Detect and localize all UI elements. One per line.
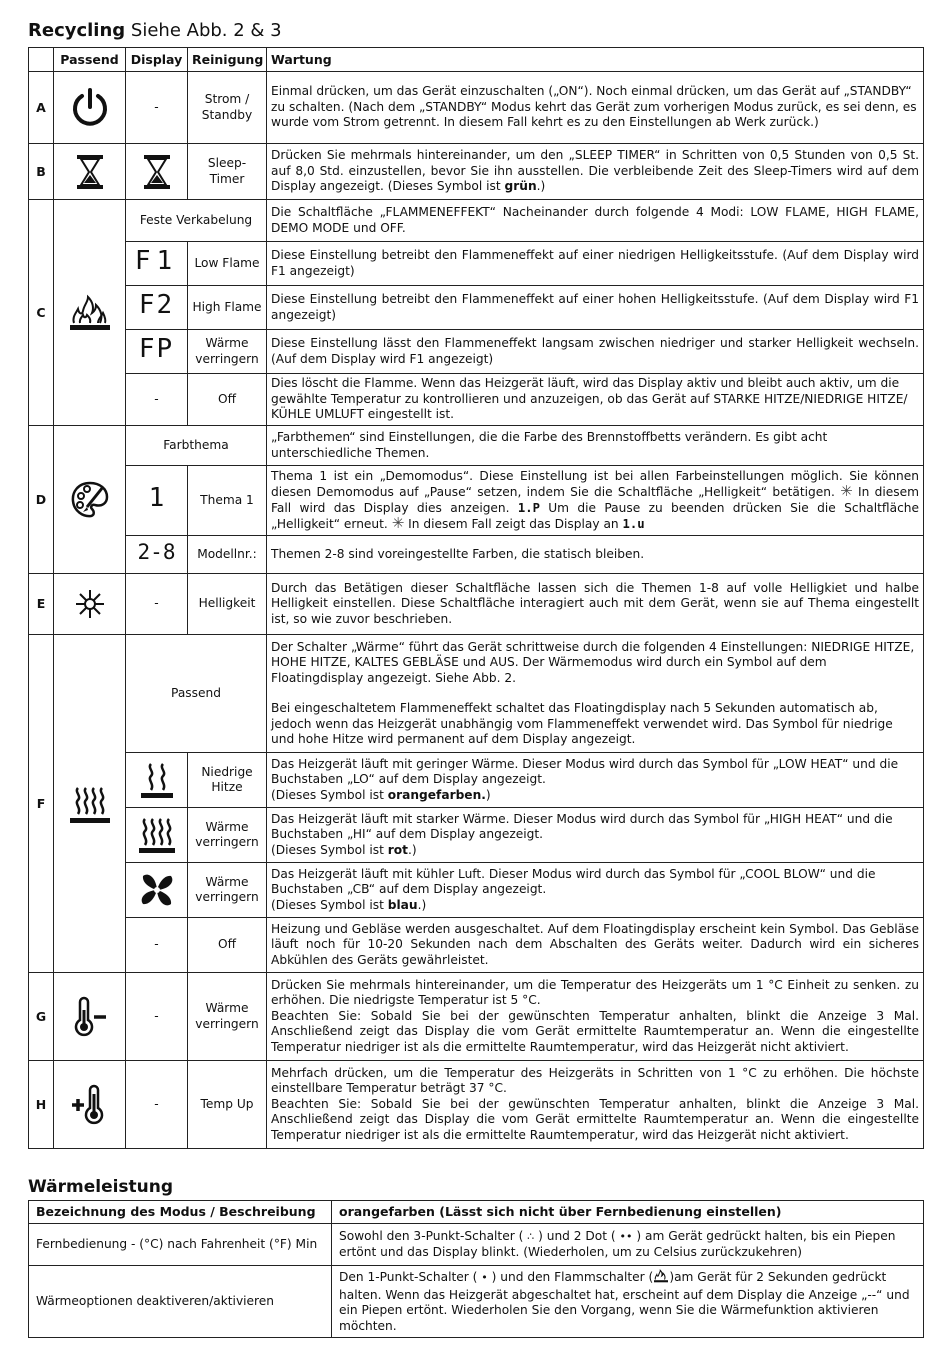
- display-pause: 1.P: [517, 500, 540, 515]
- row-letter: B: [29, 144, 54, 200]
- temp-down-icon: [54, 973, 126, 1061]
- display-value: -: [126, 973, 188, 1061]
- text: Thema 1 ist ein „Demomodus“. Diese Einstellung ist bei allen Farbeinstellungen möglich. Sie können diesen Demomodus auf „Pause“ setzen, indem Sie die Schaltfläche „Helligkeit“ betätigen.: [271, 468, 919, 499]
- row-g: [29, 973, 924, 1061]
- text: Beachten Sie: Sobald Sie bei der gewünschten Temperatur anhalten, blinkt die Anzeige 3 Mal. Anschließend zeigt das Display die vom Gerät ermittelte Raumtemperatur an. Wenn die eingestellte Temperatur niedriger ist als die ermittelte Raumtemperatur, wird das Heizgerät nicht aktiviert.: [271, 1096, 919, 1142]
- row-text: [332, 1266, 924, 1338]
- title-bold: Recycling: [28, 20, 126, 41]
- sub-label: Farbthema: [126, 426, 267, 466]
- text-end: .): [536, 179, 546, 194]
- reinigung-value: Wärme verringern: [188, 973, 267, 1061]
- section-title: Wärmeleistung: [28, 1177, 174, 1197]
- display-2-8: [126, 536, 188, 574]
- one-dot-icon: •: [481, 1271, 488, 1284]
- power-icon: [54, 72, 126, 144]
- text: Das Heizgerät läuft mit starker Wärme. Dieser Modus wird durch das Symbol für „HIGH HEAT“ und die Buchstaben „HI“ auf dem Display angezeigt.: [271, 811, 893, 842]
- text: ) und den Flammschalter (: [487, 1270, 654, 1284]
- text: Sowohl den 3-Punkt-Schalter (: [339, 1229, 528, 1243]
- header-orange: orangefarben (Lässt sich nicht über Fernbedienung einstellen): [332, 1201, 924, 1224]
- segment-display-text: 2-8: [137, 540, 176, 565]
- paragraph: Bei eingeschaltetem Flammeneffekt schaltet das Floatingdisplay nach 5 Sekunden automatisch ab, jedoch wenn das Heizgerät unabhängig vom Flammeneffekt verwendet wird. Das Symbol für niedrige und hohe Hitze wird permanent auf dem Display angezeigt.: [271, 701, 893, 746]
- text-end: .): [417, 897, 427, 912]
- temp-up-icon: [54, 1061, 126, 1149]
- flame-icon: [653, 1269, 669, 1288]
- reinigung-value: Modellnr.:: [188, 536, 267, 574]
- text-end: .): [407, 842, 417, 857]
- wartung-text: Diese Einstellung betreibt den Flammeneffekt auf einer niedrigen Helligkeitsstufe. (Auf dem Display wird F1 angezeigt): [267, 242, 924, 286]
- header-wartung: Wartung: [267, 48, 924, 72]
- page-title: [28, 20, 282, 41]
- row-letter: G: [29, 973, 54, 1061]
- row-c-5: [29, 374, 924, 426]
- wartung-text: [267, 635, 924, 753]
- row-d-2: [29, 466, 924, 536]
- row-waermeoptionen: [29, 1266, 924, 1338]
- reinigung-value: Wärme verringern: [188, 808, 267, 863]
- reinigung-value: Thema 1: [188, 466, 267, 536]
- bold-text: rot: [387, 842, 408, 857]
- paragraph: Der Schalter „Wärme“ führt das Gerät schrittweise durch die folgenden 4 Einstellungen: NIEDRIGE HITZE, HOHE HITZE, KALTES GEBLÄSE und AUS. Der Wärmemodus wird durch ein Symbol auf dem Floatingdisplay angezeigt. Siehe Abb. 2.: [271, 639, 915, 685]
- header-reinigung: Reinigung: [188, 48, 267, 72]
- header-passend: Passend: [54, 48, 126, 72]
- reinigung-value: Temp Up: [188, 1061, 267, 1149]
- hourglass-icon: [126, 144, 188, 200]
- segment-display-text: 1: [148, 482, 165, 513]
- row-label: Wärmeoptionen deaktiveren/aktivieren: [29, 1266, 332, 1338]
- text: )am Gerät für 2 Sekunden gedrückt halten. Wenn das Heizgerät abgeschaltet hat, erscheint auf dem Display die Anzeige „--“ und ein Piepen ertönt. Wiederholen Sie den Vorgang, wenn Sie die Wärmefunktion aktivieren möchten.: [339, 1270, 910, 1333]
- two-dot-icon: ••: [619, 1230, 633, 1243]
- row-f-5: [29, 918, 924, 973]
- bold-text: orangefarben.: [387, 787, 486, 802]
- row-letter: H: [29, 1061, 54, 1149]
- wartung-text: Durch das Betätigen dieser Schaltfläche lassen sich die Themen 1-8 auf volle Helligkiet und halbe Helligkeit einstellen. Diese Schaltfläche interagiert auch mit dem Gerät, wenn sie auf Thema eingestellt ist, so wie zuvor beschrieben.: [267, 574, 924, 635]
- wartung-text: [267, 973, 924, 1061]
- reinigung-value: Wärme verringern: [188, 330, 267, 374]
- row-a: [29, 72, 924, 144]
- row-c-1: [29, 200, 924, 242]
- reinigung-value: Wärme verringern: [188, 863, 267, 918]
- flame-icon: [54, 200, 126, 426]
- row-letter: F: [29, 635, 54, 973]
- text: In diesem Fall wird das Display dies anzeigen.: [271, 485, 919, 515]
- row-c-4: [29, 330, 924, 374]
- wartung-text: Heizung und Gebläse werden ausgeschaltet. Auf dem Floatingdisplay erscheint kein Symbol. Das Gebläse läuft noch für 10-20 Sekunden nach dem Abschalten des Geräts weiter. Dadurch wird ein sicheres Abkühlen des Geräts gewährleistet.: [267, 918, 924, 973]
- palette-icon: [54, 426, 126, 574]
- wartung-text: Diese Einstellung lässt den Flammeneffekt langsam zwischen niedriger und starker Helligkeit wechseln. (Auf dem Display wird F1 angezeigt): [267, 330, 924, 374]
- reinigung-value: Niedrige Hitze: [188, 753, 267, 808]
- header-blank: [29, 48, 54, 72]
- wartung-text: Diese Einstellung betreibt den Flammeneffekt auf einer hohen Helligkeitsstufe. (Auf dem Display wird F1 angezeigt): [267, 286, 924, 330]
- fan-icon: [126, 863, 188, 918]
- display-1: [126, 466, 188, 536]
- display-value: -: [126, 574, 188, 635]
- header-mode: Bezeichnung des Modus / Beschreibung: [29, 1201, 332, 1224]
- row-d-1: [29, 426, 924, 466]
- wartung-text: [267, 466, 924, 536]
- hourglass-icon: [54, 144, 126, 200]
- row-label: Fernbedienung - (°C) nach Fahrenheit (°F) Min: [29, 1224, 332, 1266]
- waermeleistung-table: [28, 1200, 924, 1338]
- text: Um die Pause zu beenden drücken Sie die Schaltfläche „Helligkeit“ erneut.: [271, 500, 919, 531]
- row-h: [29, 1061, 924, 1149]
- wartung-text: [267, 808, 924, 863]
- text: Mehrfach drücken, um die Temperatur des Heizgeräts in Schritten von 1 °C zu erhöhen. Die höchste einstellbare Temperatur beträgt 37 °C.: [271, 1065, 919, 1096]
- reinigung-value: Off: [188, 374, 267, 426]
- segment-display-text: F2: [138, 289, 175, 320]
- bold-text: blau: [387, 897, 418, 912]
- wartung-text: [267, 753, 924, 808]
- row-f-2: [29, 753, 924, 808]
- reinigung-value: Helligkeit: [188, 574, 267, 635]
- text: (Dieses Symbol ist: [271, 897, 388, 912]
- display-fp: [126, 330, 188, 374]
- header-row: [29, 1201, 924, 1224]
- wartung-text: [267, 1061, 924, 1149]
- text: ) am Gerät gedrückt halten, bis ein Piepen ertönt und das Display blinkt. (Wiederholen, um zu Celsius zurückzukehren): [339, 1229, 896, 1259]
- reinigung-value: Low Flame: [188, 242, 267, 286]
- text: Das Heizgerät läuft mit kühler Luft. Dieser Modus wird durch das Symbol für „COOL BLOW“ und die Buchstaben „CB“ auf dem Display angezeigt.: [271, 866, 876, 897]
- text: Den 1-Punkt-Schalter (: [339, 1270, 482, 1284]
- wartung-text: [267, 863, 924, 918]
- wartung-text: Themen 2-8 sind voreingestellte Farben, die statisch bleiben.: [267, 536, 924, 574]
- text-end: ): [485, 787, 491, 802]
- display-value: -: [126, 1061, 188, 1149]
- text: (Dieses Symbol ist: [271, 787, 388, 802]
- wartung-text: Einmal drücken, um das Gerät einzuschalten („ON“). Noch einmal drücken, um das Gerät auf „STANDBY“ zu schalten. (Nach dem „STANDBY“ Modus kehrt das Gerät zum vorherigen Modus zurück, es sei denn, es wurde vom Strom getrennt. In diesem Fall kehrt es zu den Einstellungen ab Werk zurück.): [267, 72, 924, 144]
- bold-text: grün: [504, 179, 537, 194]
- row-fahrenheit: [29, 1224, 924, 1266]
- display-f2: [126, 286, 188, 330]
- row-c-3: [29, 286, 924, 330]
- row-f-4: [29, 863, 924, 918]
- display-value: -: [126, 918, 188, 973]
- wartung-text: [267, 144, 924, 200]
- display-unpause: 1.u: [622, 517, 645, 531]
- brightness-icon: ✳: [840, 482, 853, 500]
- heat-icon: [54, 635, 126, 973]
- row-f-3: [29, 808, 924, 863]
- low-heat-icon: [126, 753, 188, 808]
- header-row: [29, 48, 924, 72]
- row-letter: D: [29, 426, 54, 574]
- brightness-icon: ✳: [391, 514, 405, 532]
- sub-label: Feste Verkabelung: [126, 200, 267, 242]
- display-value: -: [126, 374, 188, 426]
- segment-display-text: F1: [134, 245, 179, 276]
- row-letter: A: [29, 72, 54, 144]
- title-rest: Siehe Abb. 2 & 3: [130, 20, 282, 41]
- reinigung-value: High Flame: [188, 286, 267, 330]
- reinigung-value: Strom / Standby: [188, 72, 267, 144]
- row-letter: E: [29, 574, 54, 635]
- text: In diesem Fall zeigt das Display an: [404, 517, 623, 531]
- display-f1: [126, 242, 188, 286]
- text: Drücken Sie mehrmals hintereinander, um die Temperatur des Heizgeräts um 1 °C Einheit zu senken. zu erhöhen. Die niedrigste Temperatur ist 5 °C.: [271, 977, 919, 1008]
- sub-label: Passend: [126, 635, 267, 753]
- wartung-text: „Farbthemen“ sind Einstellungen, die die Farbe des Brennstoffbetts verändern. Es gibt acht unterschiedliche Themen.: [267, 426, 924, 466]
- recycling-table: [28, 47, 924, 1149]
- brightness-icon: [54, 574, 126, 635]
- text: Beachten Sie: Sobald Sie bei der gewünschten Temperatur anhalten, blinkt die Anzeige 3 Mal. Anschließend zeigt das Display die vom Gerät ermittelte Raumtemperatur an. Wenn die eingestellte Temperatur niedriger ist als die ermittelte Raumtemperatur, wird das Heizgerät nicht aktiviert.: [271, 1008, 919, 1054]
- row-c-2: [29, 242, 924, 286]
- row-d-3: [29, 536, 924, 574]
- wartung-text: Die Schaltfläche „FLAMMENEFFEKT“ Nacheinander durch folgende 4 Modi: LOW FLAME, HIGH FLAME, DEMO MODE und OFF.: [267, 200, 924, 242]
- row-letter: C: [29, 200, 54, 426]
- reinigung-value: Sleep-Timer: [188, 144, 267, 200]
- row-text: [332, 1224, 924, 1266]
- text: ) und 2 Dot (: [534, 1229, 620, 1243]
- text: Drücken Sie mehrmals hintereinander, um den „SLEEP TIMER“ in Schritten von 0,5 Stunden von 0,5 St. auf 8,0 Std. einzustellen, bevor Sie ihn ausstellen. Die verbleibende Zeit des Sleep-Timers wird auf dem Display angezeigt. (Dieses Symbol ist: [271, 148, 919, 194]
- text: (Dieses Symbol ist: [271, 842, 388, 857]
- text: Das Heizgerät läuft mit geringer Wärme. Dieser Modus wird durch das Symbol für „LOW HEAT“ und die Buchstaben „LO“ auf dem Display angezeigt.: [271, 756, 899, 787]
- row-f-1: [29, 635, 924, 753]
- high-heat-icon: [126, 808, 188, 863]
- segment-display-text: FP: [138, 333, 175, 364]
- row-e: [29, 574, 924, 635]
- wartung-text: Dies löscht die Flamme. Wenn das Heizgerät läuft, wird das Display aktiv und bleibt auch aktiv, um die gewählte Temperatur zu kontrollieren und anzuzeigen, ob das Gerät auf STARKE HITZE/NIEDRIGE HITZE/ KÜHLE UMLUFT eingestellt ist.: [267, 374, 924, 426]
- header-display: Display: [126, 48, 188, 72]
- reinigung-value: Off: [188, 918, 267, 973]
- three-dot-icon: ∴: [527, 1230, 535, 1243]
- row-b: [29, 144, 924, 200]
- display-value: -: [126, 72, 188, 144]
